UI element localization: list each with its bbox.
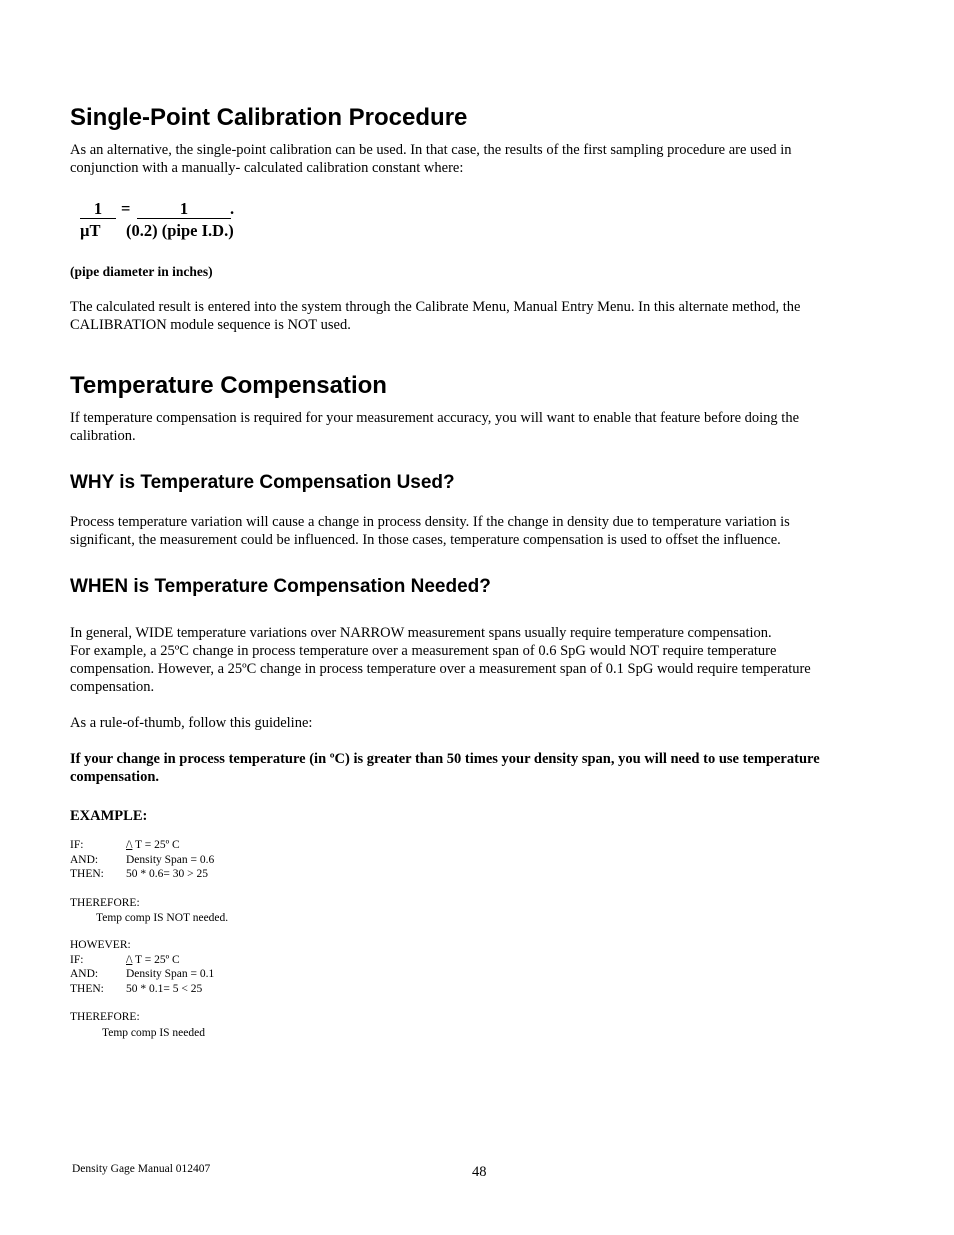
paragraph-line: compensation. However, a 25ºC change in process temperature over a measurement span of 0.1 SpG would require temperature <box>70 661 811 677</box>
formula-right-denominator: (0.2) (pipe I.D.) <box>126 221 234 240</box>
formula-left-denominator: µT <box>80 221 101 240</box>
formula-period: . <box>230 199 235 218</box>
therefore-label: THEREFORE: <box>70 1011 140 1023</box>
paragraph-line: As an alternative, the single-point calibration can be used. In that case, the results of the first sampling procedure are used in <box>70 142 792 158</box>
then-label: THEN: <box>70 983 104 995</box>
therefore-value: Temp comp IS needed <box>102 1027 205 1039</box>
paragraph-line: calibration. <box>70 428 136 444</box>
if-label: IF: <box>70 839 84 851</box>
section-heading-single-point: Single-Point Calibration Procedure <box>70 104 468 131</box>
section-heading-temperature-compensation: Temperature Compensation <box>70 372 387 399</box>
delta-icon: /\ <box>126 954 133 966</box>
rule-intro: As a rule-of-thumb, follow this guideline: <box>70 715 313 731</box>
manual-entry-paragraph <box>70 298 800 334</box>
therefore-label: THEREFORE: <box>70 897 140 909</box>
then-value: 50 * 0.1= 5 < 25 <box>126 983 203 995</box>
if-value <box>126 953 180 968</box>
paragraph-line: compensation. <box>70 679 155 695</box>
if-value-text: T = 25º C <box>132 954 180 966</box>
then-value: 50 * 0.6= 30 > 25 <box>126 868 208 880</box>
paragraph-line: For example, a 25ºC change in process temperature over a measurement span of 0.6 SpG would NOT require temperature <box>70 643 777 659</box>
and-value: Density Span = 0.6 <box>126 854 215 866</box>
single-point-paragraph <box>70 141 792 177</box>
therefore-value: Temp comp IS NOT needed. <box>96 912 229 924</box>
subheading-when: WHEN is Temperature Compensation Needed? <box>70 576 491 597</box>
paragraph-line: significant, the measurement could be influenced. In those cases, temperature compensation is used to offset the influence. <box>70 532 781 548</box>
subheading-why: WHY is Temperature Compensation Used? <box>70 472 455 493</box>
temperature-compensation-paragraph <box>70 409 799 445</box>
and-label: AND: <box>70 854 99 866</box>
formula-right-numerator: 1 <box>137 200 231 219</box>
pipe-diameter-note: (pipe diameter in inches) <box>70 264 213 279</box>
paragraph-line: CALIBRATION module sequence is NOT used. <box>70 317 351 333</box>
example-2 <box>70 938 370 1048</box>
and-label: AND: <box>70 968 99 980</box>
example-1 <box>70 838 370 938</box>
paragraph-line: Process temperature variation will cause a change in process density. If the change in density due to temperature variation is <box>70 514 790 530</box>
formula-equals: = <box>121 199 131 218</box>
when-paragraph <box>70 624 811 696</box>
page-number: 48 <box>472 1164 487 1180</box>
footer-doc-name: Density Gage Manual 012407 <box>72 1163 211 1175</box>
however-label: HOWEVER: <box>70 939 131 951</box>
delta-icon: /\ <box>126 839 133 851</box>
if-value-text: T = 25º C <box>132 839 180 851</box>
rule-line: If your change in process temperature (in ºC) is greater than 50 times your density span, you will need to use temperature <box>70 751 820 767</box>
paragraph-line: The calculated result is entered into the system through the Calibrate Menu, Manual Entry Menu. In this alternate method, the <box>70 299 801 315</box>
paragraph-line: conjunction with a manually- calculated calibration constant where: <box>70 160 464 176</box>
formula-left-numerator: 1 <box>80 200 116 219</box>
paragraph-line: If temperature compensation is required for your measurement accuracy, you will want to enable that feature before doing the <box>70 410 800 426</box>
if-value <box>126 838 180 853</box>
example-heading: EXAMPLE: <box>70 808 148 824</box>
why-paragraph <box>70 513 790 549</box>
calibration-formula <box>70 200 270 244</box>
rule-line: compensation. <box>70 769 160 785</box>
rule-of-thumb <box>70 750 820 786</box>
then-label: THEN: <box>70 868 104 880</box>
if-label: IF: <box>70 954 84 966</box>
paragraph-line: In general, WIDE temperature variations over NARROW measurement spans usually require temperature compensation. <box>70 625 772 641</box>
and-value: Density Span = 0.1 <box>126 968 215 980</box>
